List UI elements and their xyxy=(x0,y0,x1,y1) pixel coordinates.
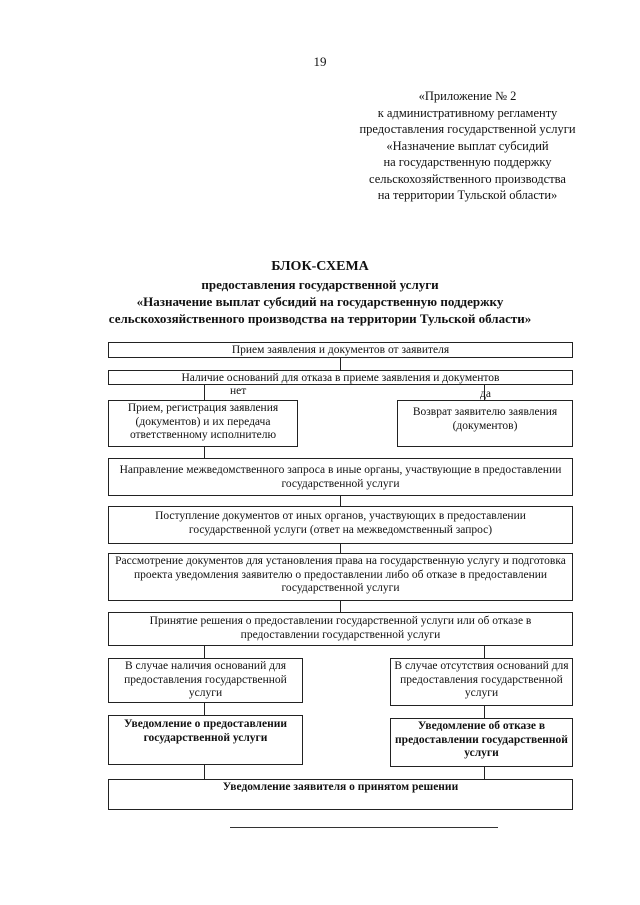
step-receive-documents: Поступление документов от иных органов, участвующих в предоставлении государственной услуги (ответ на межведомственный запрос) xyxy=(108,506,573,544)
step-refusal-grounds: Наличие оснований для отказа в приеме заявления и документов xyxy=(108,370,573,385)
appendix-line: на территории Тульской области» xyxy=(377,188,558,202)
step-register-application: Прием, регистрация заявления (документов) и их передача ответственному исполнителю xyxy=(108,400,298,447)
step-return-application: Возврат заявителю заявления (документов) xyxy=(397,400,573,447)
label-no: нет xyxy=(230,385,247,397)
connector xyxy=(340,543,341,553)
connector xyxy=(204,384,205,400)
flowchart-subtitle-line: сельскохозяйственного производства на территории Тульской области» xyxy=(108,311,532,326)
step-interagency-request: Направление межведомственного запроса в иные органы, участвующие в предоставлении государственной услуги xyxy=(108,458,573,496)
appendix-line: на государственную поддержку xyxy=(383,155,552,169)
connector xyxy=(340,357,341,370)
step-grounds-present: В случае наличия оснований для предоставления государственной услуги xyxy=(108,658,303,703)
step-grounds-absent: В случае отсутствия оснований для предоставления государственной услуги xyxy=(390,658,573,706)
appendix-line: «Назначение выплат субсидий xyxy=(386,138,549,153)
appendix-line: сельскохозяйственного производства xyxy=(369,171,566,186)
connector xyxy=(340,496,341,506)
flowchart-subtitle-line: предоставления государственной услуги xyxy=(201,277,439,292)
appendix-line: «Приложение № 2 xyxy=(418,89,517,103)
step-receive-application: Прием заявления и документов от заявителя xyxy=(108,342,573,358)
label-yes: да xyxy=(480,388,491,400)
appendix-note xyxy=(300,88,635,204)
flowchart-heading xyxy=(0,258,640,327)
connector xyxy=(484,767,485,779)
step-notify-approval: Уведомление о предоставлении государственной услуги xyxy=(108,715,303,765)
appendix-line: к административному регламенту xyxy=(377,105,558,120)
step-notify-refusal: Уведомление об отказе в предоставлении государственной услуги xyxy=(390,718,573,767)
connector xyxy=(204,645,205,658)
connector xyxy=(340,601,341,612)
connector xyxy=(484,706,485,718)
connector xyxy=(484,645,485,658)
flowchart-title: БЛОК-СХЕМА xyxy=(271,259,369,274)
step-decision: Принятие решения о предоставлении государственной услуги или об отказе в предоставлении государственной услуги xyxy=(108,612,573,646)
appendix-line: предоставления государственной услуги xyxy=(359,122,576,136)
flowchart-subtitle-line: «Назначение выплат субсидий на государственную поддержку xyxy=(136,294,504,309)
page-number: 19 xyxy=(313,54,327,69)
step-notify-applicant: Уведомление заявителя о принятом решении xyxy=(108,779,573,810)
connector xyxy=(204,765,205,779)
step-review-documents: Рассмотрение документов для установления права на государственную услугу и подготовка проекта уведомления заявителю о предоставлении либо об отказе в предоставлении государственной услуги xyxy=(108,553,573,601)
connector xyxy=(204,703,205,715)
connector xyxy=(204,446,205,458)
bottom-separator xyxy=(230,827,498,828)
